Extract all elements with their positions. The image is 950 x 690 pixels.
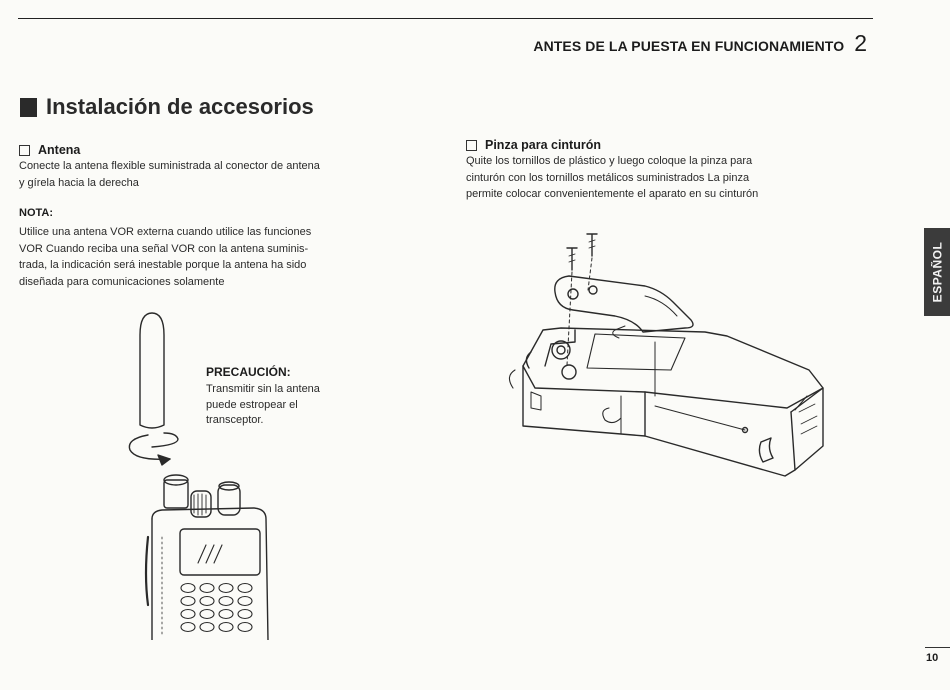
- precaution-paragraph: [206, 382, 376, 429]
- pinza-line: permite colocar convenientemente el aparato en su cinturón: [466, 188, 759, 200]
- language-tab-label: ESPAÑOL: [930, 241, 944, 303]
- nota-line: VOR Cuando reciba una señal VOR con la antena suminis-: [19, 242, 309, 255]
- pinza-line: Quite los tornillos de plástico y luego coloque la pinza para: [466, 155, 753, 167]
- radio-antenna-illustration: [118, 305, 288, 640]
- nota-line: Utilice una antena VOR externa cuando utilice las funciones: [19, 226, 312, 238]
- antena-paragraph: [19, 158, 424, 191]
- section-title: Instalación de accesorios: [46, 94, 314, 119]
- section-heading: [20, 94, 314, 120]
- precaution-line: puede estropear el: [206, 398, 298, 411]
- language-tab: [924, 228, 950, 316]
- belt-clip-illustration: [495, 220, 835, 500]
- checkbox-icon: [466, 140, 477, 151]
- checkbox-icon: [19, 145, 30, 156]
- pinza-line: cinturón con los tornillos metálicos suministrados La pinza: [466, 171, 750, 184]
- antena-line: y gírela hacia la derecha: [19, 176, 139, 189]
- top-rule: [18, 18, 873, 19]
- antena-heading: [19, 143, 80, 157]
- antena-line: Conecte la antena flexible suministrada al conector de antena: [19, 160, 320, 172]
- pinza-heading-label: Pinza para cinturón: [485, 138, 601, 152]
- chapter-number: 2: [854, 30, 867, 56]
- page-number-rule: [925, 647, 950, 648]
- pinza-heading: [466, 138, 601, 152]
- nota-line: diseñada para comunicaciones solamente: [19, 275, 225, 288]
- precaution-heading: PRECAUCIÓN:: [206, 365, 291, 379]
- nota-line: trada, la indicación será inestable porque la antena ha sido: [19, 259, 307, 271]
- antena-heading-label: Antena: [38, 143, 81, 157]
- nota-heading: NOTA:: [19, 207, 54, 219]
- section-square-icon: [20, 98, 37, 117]
- pinza-paragraph: [466, 153, 876, 203]
- precaution-line: transceptor.: [206, 414, 264, 426]
- precaution-line: Transmitir sin la antena: [206, 383, 320, 395]
- chapter-header: [533, 30, 867, 57]
- nota-paragraph: [19, 224, 419, 290]
- chapter-title: ANTES DE LA PUESTA EN FUNCIONAMIENTO: [533, 38, 845, 54]
- page-number: 10: [926, 652, 939, 664]
